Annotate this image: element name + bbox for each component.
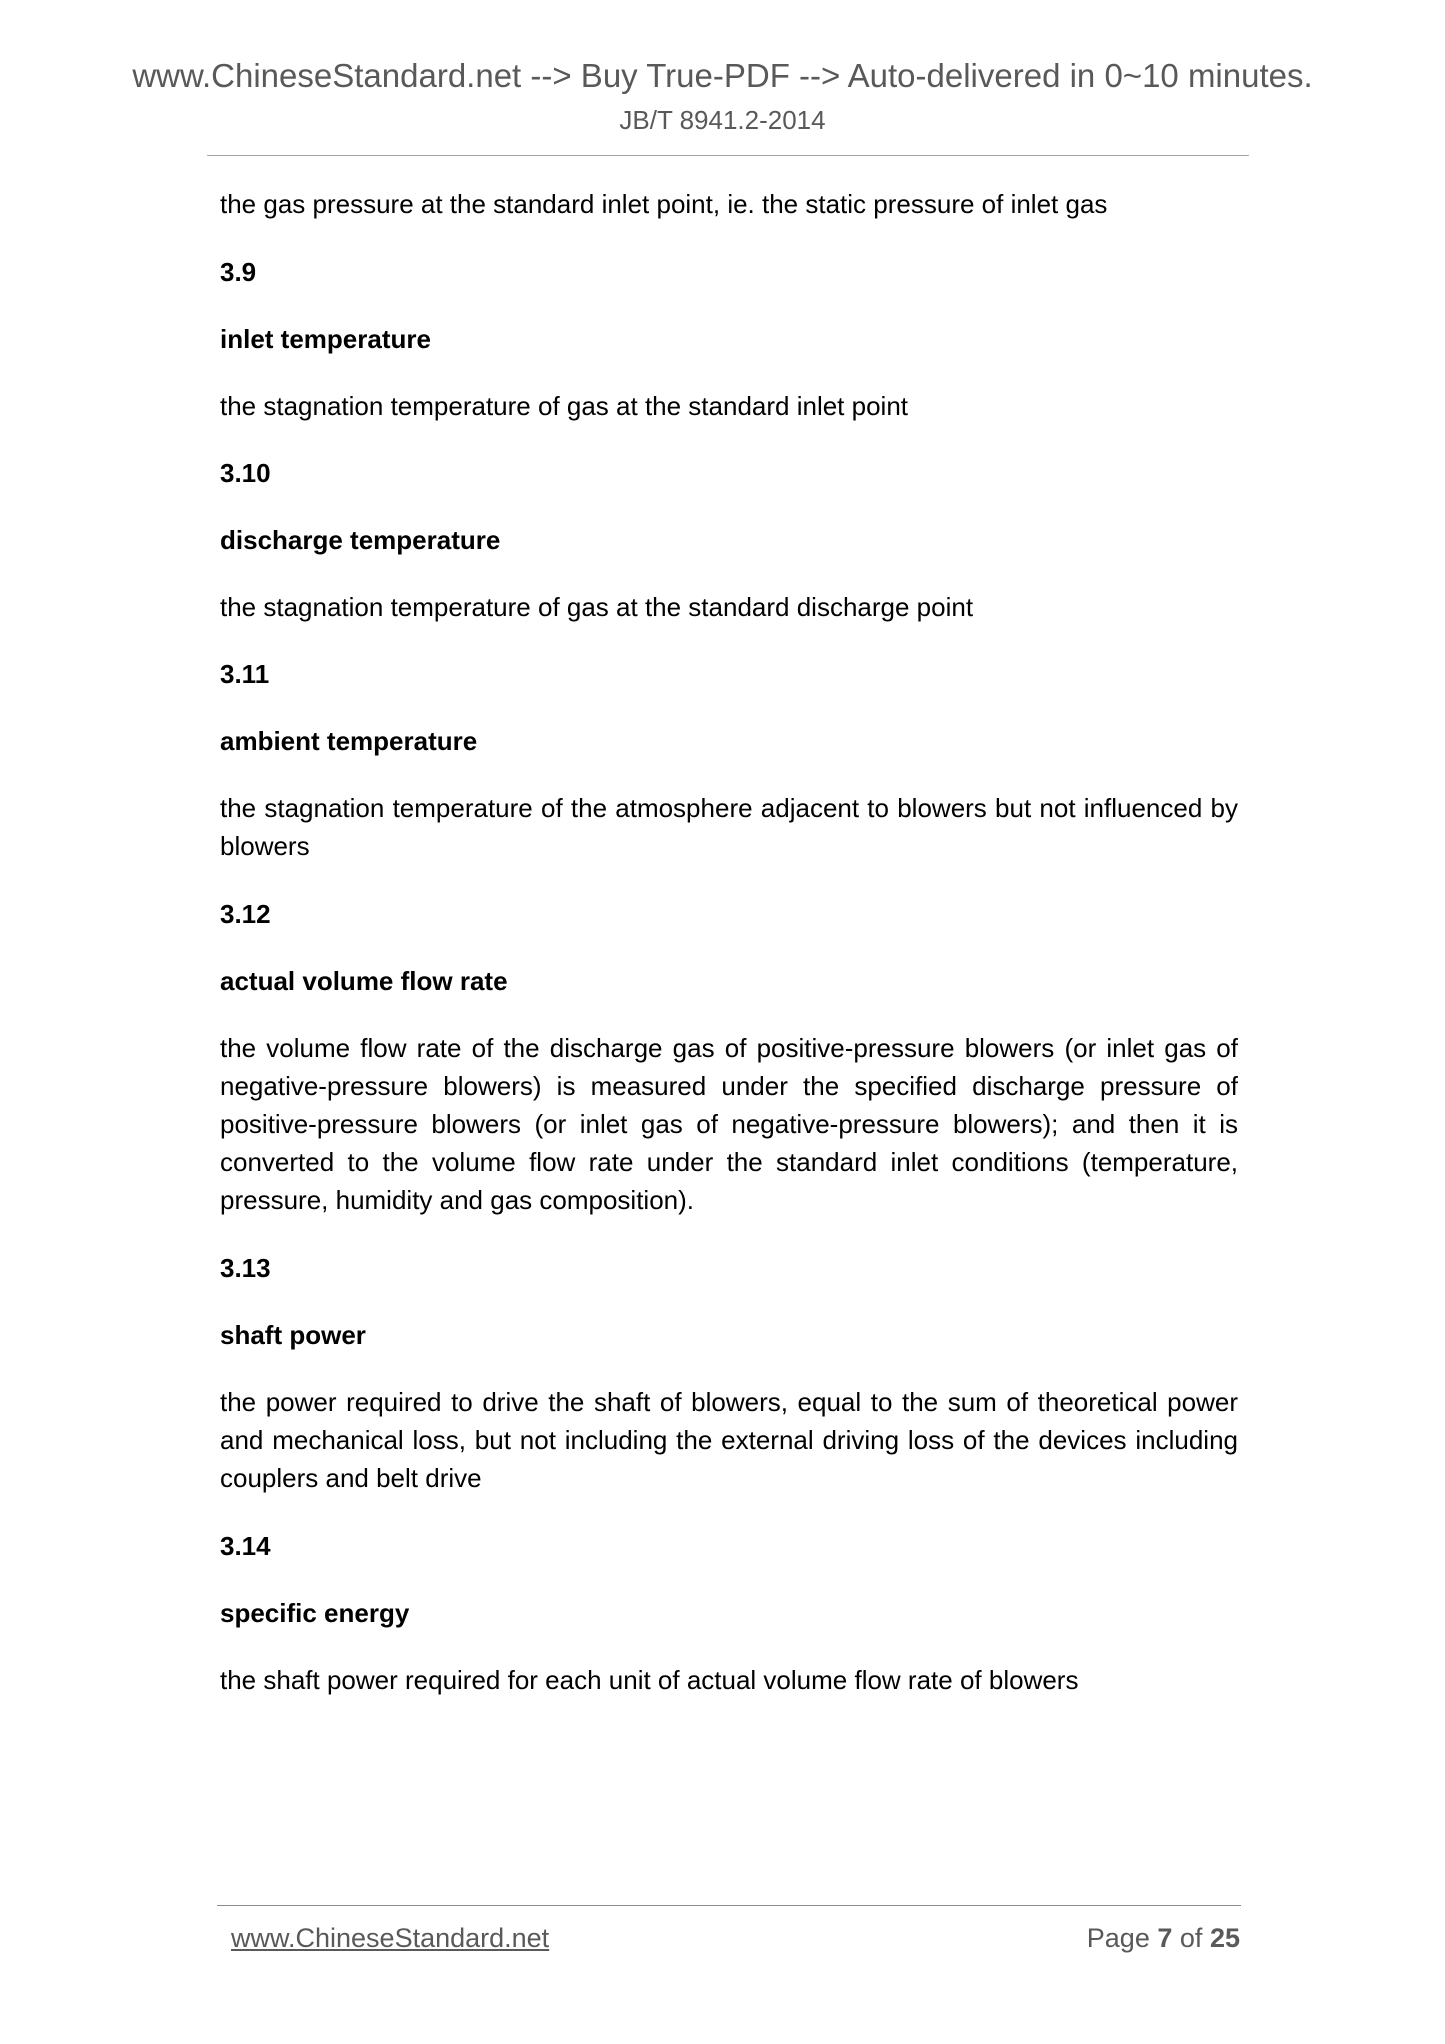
definition-shaft-power: the power required to drive the shaft of blowers, equal to the sum of theoretical power and mechanical loss, but not including the external driving loss of the devices including couplers and belt drive bbox=[220, 1387, 1238, 1493]
definition-ambient-temperature: the stagnation temperature of the atmosphere adjacent to blowers but not influenced by blowers bbox=[220, 793, 1238, 861]
clause-number-3-9: 3.9 bbox=[220, 257, 257, 287]
footer-site-link[interactable]: www.ChineseStandard.net bbox=[231, 1923, 550, 1953]
term-ambient-temperature: ambient temperature bbox=[220, 726, 478, 756]
page-total: 25 bbox=[1209, 1923, 1240, 1953]
term-specific-energy: specific energy bbox=[220, 1598, 410, 1628]
term-shaft-power: shaft power bbox=[220, 1320, 366, 1350]
page-number bbox=[1087, 1921, 1240, 1955]
page-prefix: Page bbox=[1086, 1923, 1150, 1953]
clause-number-3-12: 3.12 bbox=[220, 899, 271, 929]
page-current: 7 bbox=[1157, 1923, 1173, 1953]
definition-actual-volume-flow-rate: the volume flow rate of the discharge gas of positive-pressure blowers (or inlet gas of negative-pressure blowers) is measured under the specified discharge pressure of positive-pressure blowers (or inlet gas of negative-pressure blowers); and then it is converted to the volume flow rate under the standard inlet conditions (temperature, pressure, humidity and gas composition). bbox=[220, 1033, 1238, 1215]
document-code: JB/T 8941.2-2014 bbox=[619, 105, 826, 135]
clause-number-3-13: 3.13 bbox=[220, 1253, 271, 1283]
footer-divider bbox=[217, 1905, 1241, 1906]
term-inlet-temperature: inlet temperature bbox=[220, 324, 431, 354]
clause-number-3-10: 3.10 bbox=[220, 458, 271, 488]
site-banner: www.ChineseStandard.net --> Buy True-PDF --> Auto-delivered in 0~10 minutes. bbox=[132, 57, 1313, 94]
page-of: of bbox=[1179, 1923, 1203, 1953]
definition-discharge-temperature: the stagnation temperature of gas at the standard discharge point bbox=[220, 592, 974, 622]
header-divider bbox=[207, 155, 1249, 156]
clause-number-3-14: 3.14 bbox=[220, 1531, 271, 1561]
intro-paragraph: the gas pressure at the standard inlet point, ie. the static pressure of inlet gas bbox=[220, 189, 1108, 219]
definition-specific-energy: the shaft power required for each unit of actual volume flow rate of blowers bbox=[220, 1665, 1079, 1695]
term-discharge-temperature: discharge temperature bbox=[220, 525, 501, 555]
term-actual-volume-flow-rate: actual volume flow rate bbox=[220, 966, 508, 996]
definition-inlet-temperature: the stagnation temperature of gas at the standard inlet point bbox=[220, 391, 909, 421]
clause-number-3-11: 3.11 bbox=[220, 659, 270, 689]
